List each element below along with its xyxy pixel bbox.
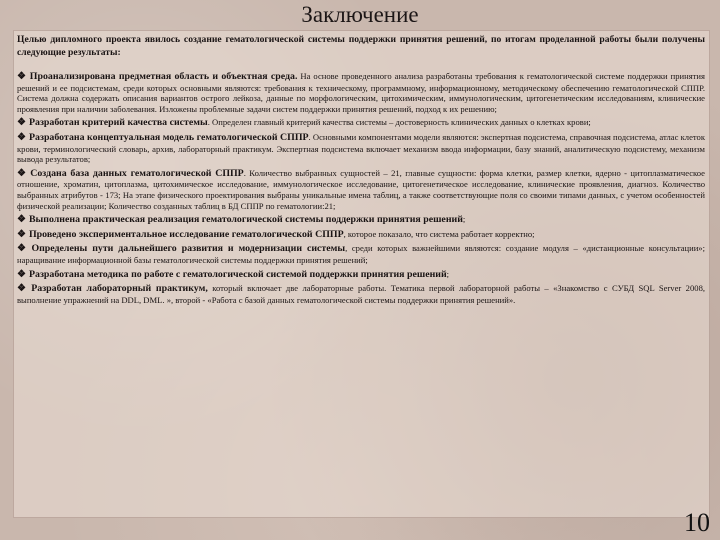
- list-item: [17, 243, 705, 265]
- diamond-bullet-icon: ❖: [17, 243, 29, 255]
- item-text: ;: [462, 214, 466, 225]
- item-text: . Определен главный критерий качества системы – достоверность клинических данных о клетках крови;: [207, 117, 591, 128]
- slide-title: Заключение: [301, 2, 419, 27]
- item-text: На основе проведенного анализа разработаны требования к гематологической системе поддержки принятия решений и ее подсистемам, среди которых основными являются: требования к техническому, программному, информационному, методическому обеспечению гематологической СППР. Система должна содержать описания вариантов острого лейкоза, данные по морфологическим, цитохимическим, иммунологическим, цитогенетическим исследованиям, клинические проявления при наличии заболевания. Изложены проблемные задачи систем поддержки принятия решений, подход к их решению;: [17, 71, 705, 114]
- item-heading: Разработан критерий качества системы: [28, 117, 208, 129]
- intro-text: Целью дипломного проекта явилось создание гематологической системы поддержки принятия решений, по итогам проделанной работы были получены следующие результаты:: [17, 34, 705, 58]
- diamond-bullet-icon: ❖: [17, 214, 26, 226]
- diamond-bullet-icon: ❖: [17, 167, 28, 179]
- item-heading: Создана база данных гематологической СППР: [30, 167, 244, 179]
- list-item: [17, 214, 705, 226]
- item-text: . Основными компонентами модели являются: экспертная подсистема, справочная подсистема, атлас клеток крови, терминологический словарь, архив, лабораторный практикум. Экспертная подсистема включает механизм ввода информации, базу знаний, аналитическую подсистему, механизм вывода результатов;: [17, 131, 705, 165]
- item-heading: Определены пути дальнейшего развития и модернизации системы: [31, 243, 346, 255]
- list-item: [17, 229, 705, 241]
- diamond-bullet-icon: ❖: [17, 268, 26, 280]
- item-heading: Выполнена практическая реализация гематологической системы поддержки принятия решений: [28, 214, 463, 226]
- item-heading: Разработан лабораторный практикум,: [31, 283, 208, 295]
- item-text: который включает две лабораторные работы. Тематика первой лабораторной работы – «Знакомство с СУБД SQL Server 2008, выполнение упражнений на DDL, DML. », второй - «Работа с базой данных гематологической системы поддержки принятия решений».: [17, 283, 706, 305]
- slide-content: [17, 34, 705, 308]
- diamond-bullet-icon: ❖: [17, 283, 29, 295]
- diamond-bullet-icon: ❖: [17, 228, 26, 240]
- list-item: [17, 132, 705, 165]
- list-item: [17, 283, 705, 305]
- item-text: , среди которых важнейшими являются: создание модуля – «дистанционные консультации»; наращивание информационной базы гематологической системы поддержки принятия решений;: [17, 243, 705, 265]
- item-heading: Разработана методика по работе с гематологической системой поддержки принятия решений: [28, 268, 447, 280]
- item-heading: Проведено экспериментальное исследование гематологической СППР: [28, 228, 344, 240]
- results-list: [17, 71, 705, 305]
- diamond-bullet-icon: ❖: [17, 71, 27, 82]
- item-text: ;: [446, 268, 450, 279]
- diamond-bullet-icon: ❖: [17, 131, 26, 143]
- page-number: 10: [684, 508, 710, 537]
- list-item: [17, 269, 705, 281]
- list-item: [17, 71, 705, 114]
- list-item: [17, 117, 705, 129]
- item-text: . Количество выбранных сущностей – 21, главные сущности: форма клетки, размер клетки, ядерно - цитоплазматическое отношение, хроматин, цитоплазма, цитохимическое исследование, иммунологическое исследование, цитогенетическое исследование, клинические проявления, диагноз. Количество выбранных атрибутов - 173; На этапе физического проектирования выбраны уникальные имена таблиц, а также соответствующие поля со своими типами данных, с учетом особенностей физической реализации; Количество созданных таблиц в БД СППР по гематологии:21;: [17, 167, 705, 211]
- item-text: , которое показало, что система работает корректно;: [343, 228, 535, 239]
- item-heading: Проанализирована предметная область и объектная среда.: [29, 71, 298, 82]
- item-heading: Разработана концептуальная модель гематологической СППР: [29, 131, 309, 143]
- diamond-bullet-icon: ❖: [17, 117, 26, 129]
- list-item: [17, 168, 705, 211]
